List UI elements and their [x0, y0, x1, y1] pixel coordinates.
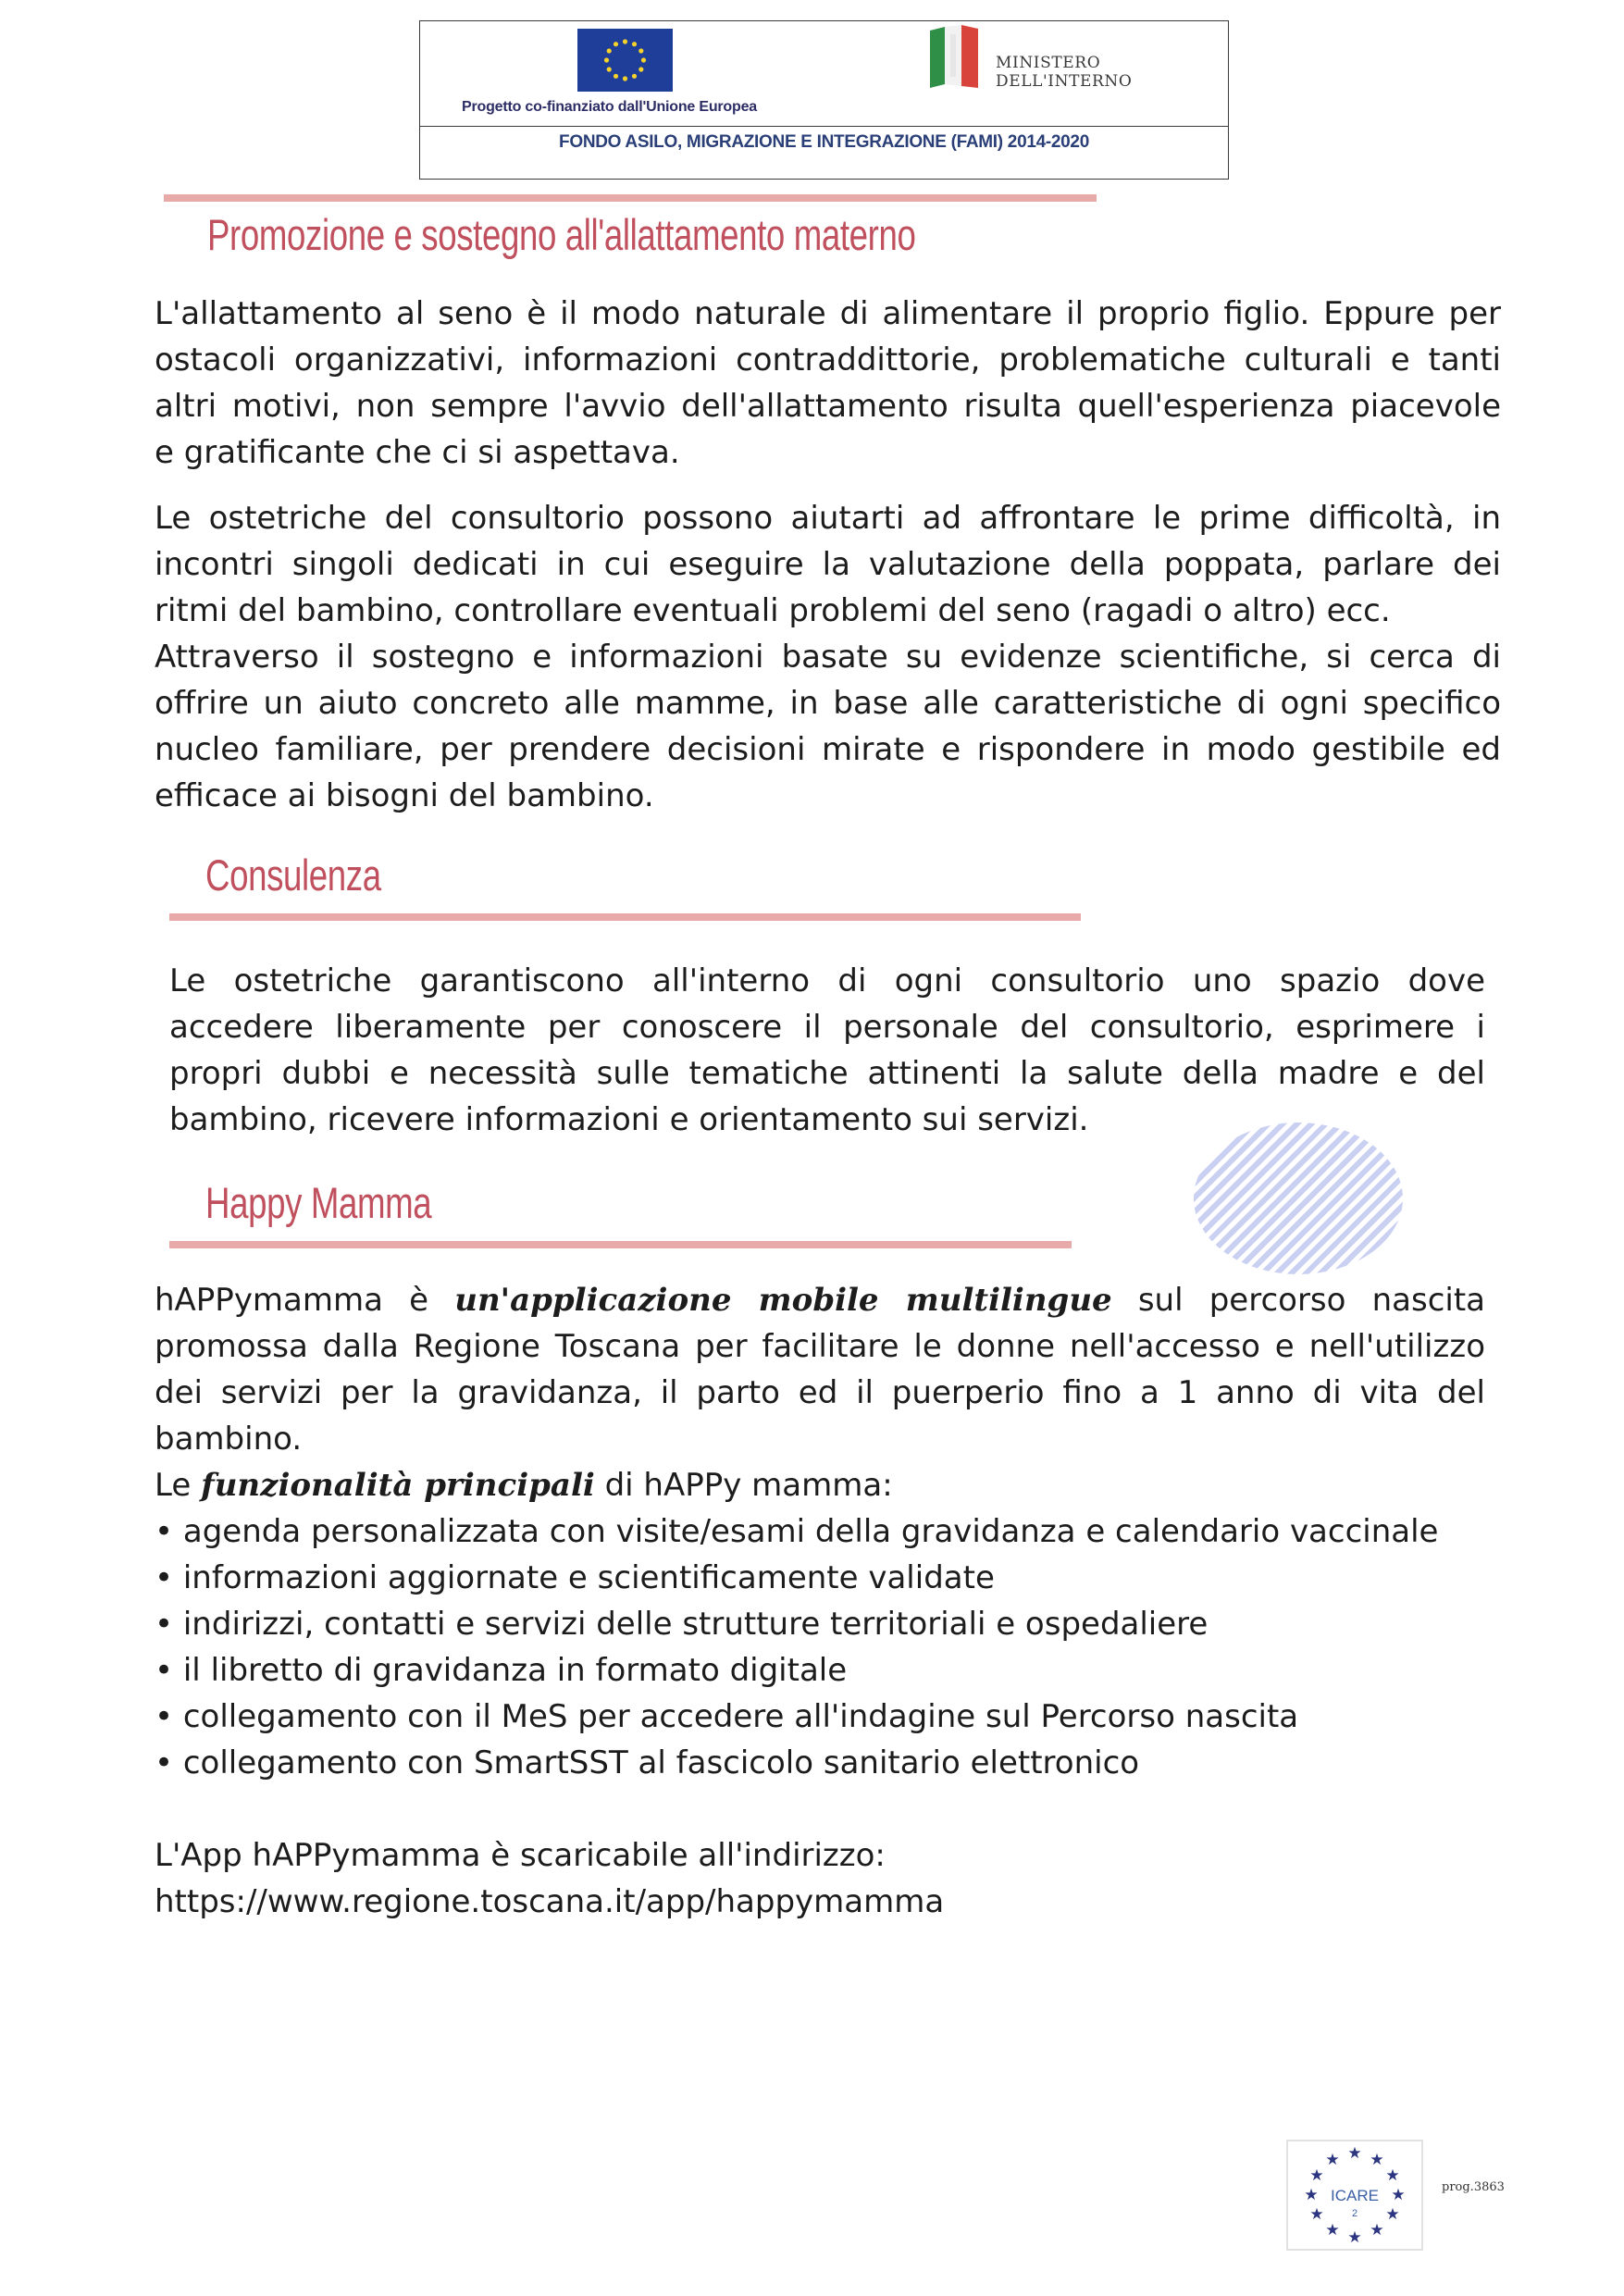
- text-run: Le: [155, 1467, 192, 1504]
- text-run: hAPPymamma è: [155, 1282, 429, 1319]
- feature-item: • indirizzi, contatti e servizi delle strutture territoriali e ospedaliere: [155, 1606, 1209, 1643]
- ministry-name: [996, 54, 1132, 91]
- text-line: L'allattamento al seno è il modo naturale di alimentare il proprio figlio. Eppure per: [155, 295, 1501, 332]
- svg-text:★: ★: [1309, 2205, 1324, 2224]
- feature-item: • agenda personalizzata con visite/esami della gravidanza e calendario vaccinale: [155, 1513, 1439, 1550]
- ministry-name-line1: MINISTERO: [996, 54, 1101, 72]
- text-run: di hAPPy mamma:: [604, 1467, 893, 1504]
- svg-text:★: ★: [1385, 2166, 1400, 2185]
- paragraph: [155, 1277, 1485, 1925]
- feature-item: • informazioni aggiornate e scientificamente validate: [155, 1559, 995, 1596]
- svg-text:★: ★: [1370, 2151, 1384, 2169]
- icare-logo-text: ICARE: [1331, 2187, 1379, 2204]
- ministry-name-line2: DELL'INTERNO: [996, 72, 1133, 91]
- svg-text:★: ★: [1304, 2186, 1319, 2204]
- section-rule: [169, 913, 1081, 921]
- italian-republic-emblem-icon: [924, 25, 984, 92]
- svg-text:★: ★: [1325, 2151, 1340, 2169]
- icare-stars-logo-icon: [1286, 2140, 1423, 2251]
- text-run: sul percorso nascita: [1137, 1282, 1486, 1319]
- text-line: Attraverso il sostegno e informazioni basate su evidenze scientifiche, si cerca di: [155, 639, 1501, 676]
- svg-text:★: ★: [1325, 2221, 1340, 2240]
- fund-title: FONDO ASILO, MIGRAZIONE E INTEGRAZIONE (FAMI) 2014-2020: [559, 132, 1089, 152]
- text-line: ostacoli organizzativi, informazioni contraddittorie, problematiche culturali e tanti: [155, 341, 1501, 379]
- text-line: Le ostetriche del consultorio possono aiutarti ad affrontare le prime difficoltà, in: [155, 500, 1501, 537]
- text-line: bambino.: [155, 1421, 303, 1458]
- text-line: nucleo familiare, per prendere decisioni mirate e rispondere in modo gestibile ed: [155, 731, 1501, 768]
- paragraph: [169, 958, 1485, 1143]
- download-text: L'App hAPPymamma è scaricabile all'indirizzo:: [155, 1837, 886, 1874]
- header-divider: [420, 126, 1228, 127]
- icare-logo-number: 2: [1351, 2208, 1358, 2219]
- text-line: efficace ai bisogni del bambino.: [155, 777, 654, 814]
- section-rule: [164, 194, 1097, 202]
- decorative-pattern-circle: [1194, 1123, 1403, 1274]
- program-code: prog.3863: [1442, 2180, 1505, 2194]
- svg-text:★: ★: [1347, 2144, 1362, 2163]
- emphasized-text: funzionalità principali: [201, 1467, 595, 1504]
- header-logo-box: [419, 20, 1229, 180]
- svg-text:★: ★: [1385, 2205, 1400, 2224]
- paragraph: [155, 495, 1501, 819]
- text-line: propri dubbi e necessità sulle tematiche attinenti la salute della madre e del: [169, 1055, 1485, 1092]
- svg-text:★: ★: [1309, 2166, 1324, 2185]
- section-rule: [169, 1241, 1072, 1248]
- text-line: e gratificante che ci si aspettava.: [155, 434, 680, 471]
- text-line: [155, 1462, 1485, 1508]
- text-line: [155, 1277, 1485, 1323]
- section-title: Consulenza: [205, 850, 381, 900]
- text-line: promossa dalla Regione Toscana per facilitare le donne nell'accesso e nell'utilizzo: [155, 1328, 1485, 1365]
- feature-item: • collegamento con SmartSST al fascicolo sanitario elettronico: [155, 1744, 1140, 1781]
- text-line: incontri singoli dedicati in cui eseguire la valutazione della poppata, parlare dei: [155, 546, 1501, 583]
- feature-item: • il libretto di gravidanza in formato digitale: [155, 1652, 848, 1689]
- cofinance-label: Progetto co-finanziato dall'Unione Europea: [462, 99, 757, 115]
- text-line: ritmi del bambino, controllare eventuali problemi del seno (ragadi o altro) ecc.: [155, 592, 1391, 629]
- blank-line: [155, 1786, 1485, 1832]
- eu-flag-icon: [577, 29, 673, 92]
- svg-text:★: ★: [1370, 2221, 1384, 2240]
- section-title: Happy Mamma: [205, 1178, 432, 1227]
- feature-item: • collegamento con il MeS per accedere all'indagine sul Percorso nascita: [155, 1698, 1299, 1735]
- text-line: bambino, ricevere informazioni e orientamento sui servizi.: [169, 1101, 1089, 1138]
- text-line: accedere liberamente per conoscere il personale del consultorio, esprimere i: [169, 1009, 1485, 1046]
- text-line: altri motivi, non sempre l'avvio dell'allattamento risulta quell'esperienza piacevole: [155, 388, 1501, 425]
- text-line: offrire un aiuto concreto alle mamme, in base alle caratteristiche di ogni specifico: [155, 685, 1501, 722]
- text-line: Le ostetriche garantiscono all'interno di ogni consultorio uno spazio dove: [169, 962, 1485, 999]
- section-title: Promozione e sostegno all'allattamento materno: [207, 210, 916, 259]
- svg-text:★: ★: [1391, 2186, 1406, 2204]
- text-line: dei servizi per la gravidanza, il parto ed il puerperio fino a 1 anno di vita del: [155, 1374, 1485, 1411]
- download-link[interactable]: https://www.regione.toscana.it/app/happymamma: [155, 1883, 945, 1920]
- paragraph: [155, 291, 1501, 476]
- svg-text:★: ★: [1347, 2228, 1362, 2247]
- emphasized-text: un'applicazione mobile multilingue: [454, 1282, 1112, 1319]
